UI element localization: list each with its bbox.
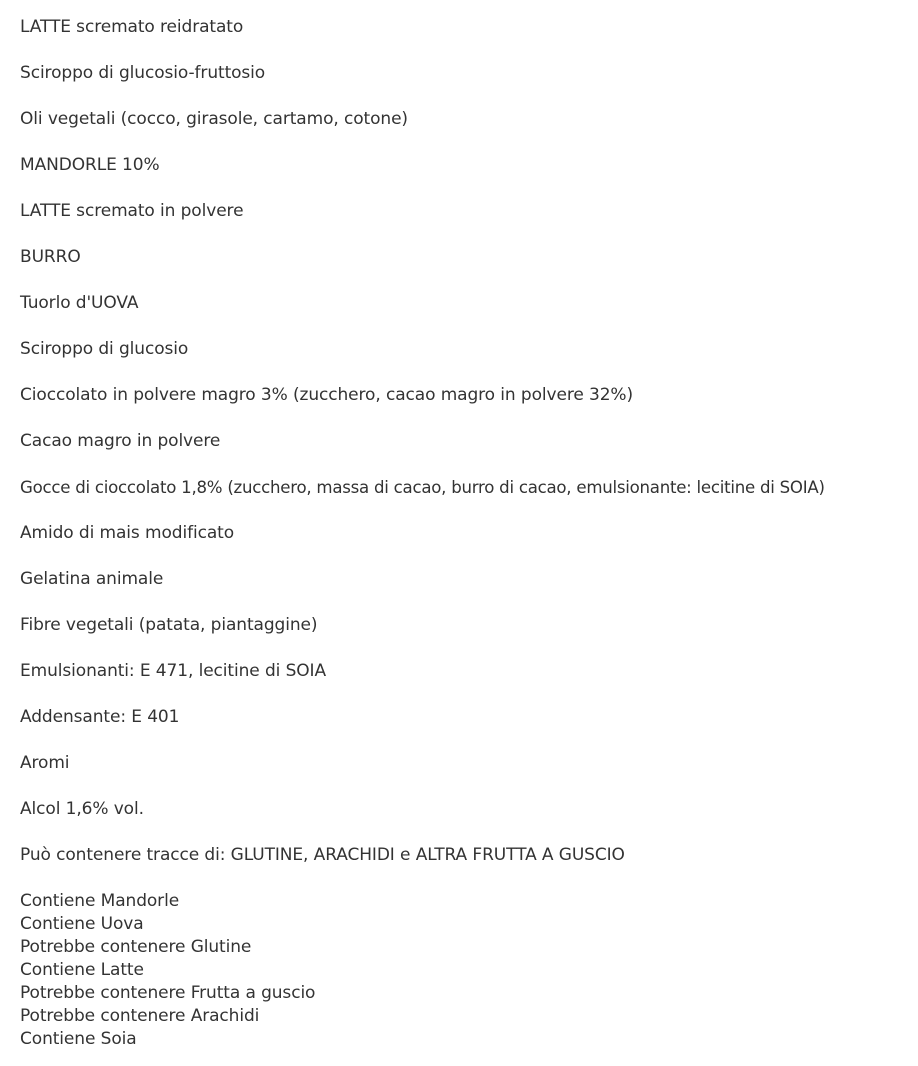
ingredient-item: Addensante: E 401 xyxy=(20,707,180,727)
allergen-item: Contiene Latte xyxy=(20,960,144,980)
allergen-item: Contiene Uova xyxy=(20,914,144,934)
ingredients-panel xyxy=(20,16,910,1051)
allergen-item: Contiene Mandorle xyxy=(20,891,180,911)
ingredient-item: Aromi xyxy=(20,753,70,773)
ingredient-item: Fibre vegetali (patata, piantaggine) xyxy=(20,615,318,635)
ingredient-item: Emulsionanti: E 471, lecitine di SOIA xyxy=(20,661,326,681)
allergen-item: Contiene Soia xyxy=(20,1029,137,1049)
ingredient-item: Sciroppo di glucosio-fruttosio xyxy=(20,63,266,83)
ingredient-item: Gelatina animale xyxy=(20,569,164,589)
allergen-item: Potrebbe contenere Arachidi xyxy=(20,1006,260,1026)
ingredient-list xyxy=(20,16,910,867)
ingredient-item: Cioccolato in polvere magro 3% (zucchero, cacao magro in polvere 32%) xyxy=(20,385,634,405)
ingredient-item: Oli vegetali (cocco, girasole, cartamo, cotone) xyxy=(20,109,408,129)
traces-warning: Può contenere tracce di: GLUTINE, ARACHIDI e ALTRA FRUTTA A GUSCIO xyxy=(20,845,625,865)
ingredient-item: BURRO xyxy=(20,247,81,267)
ingredient-item: Gocce di cioccolato 1,8% (zucchero, massa di cacao, burro di cacao, emulsionante: lecitine di SOIA) xyxy=(20,478,825,497)
ingredient-item: MANDORLE 10% xyxy=(20,155,160,175)
ingredient-item: Alcol 1,6% vol. xyxy=(20,799,144,819)
allergen-list xyxy=(20,890,910,1051)
ingredient-item: Sciroppo di glucosio xyxy=(20,339,189,359)
allergen-item: Potrebbe contenere Frutta a guscio xyxy=(20,983,316,1003)
ingredient-item: LATTE scremato in polvere xyxy=(20,201,244,221)
ingredient-item: Tuorlo d'UOVA xyxy=(20,293,139,313)
ingredient-item: LATTE scremato reidratato xyxy=(20,17,244,37)
allergen-item: Potrebbe contenere Glutine xyxy=(20,937,252,957)
ingredient-item: Amido di mais modificato xyxy=(20,523,235,543)
ingredient-item: Cacao magro in polvere xyxy=(20,431,221,451)
